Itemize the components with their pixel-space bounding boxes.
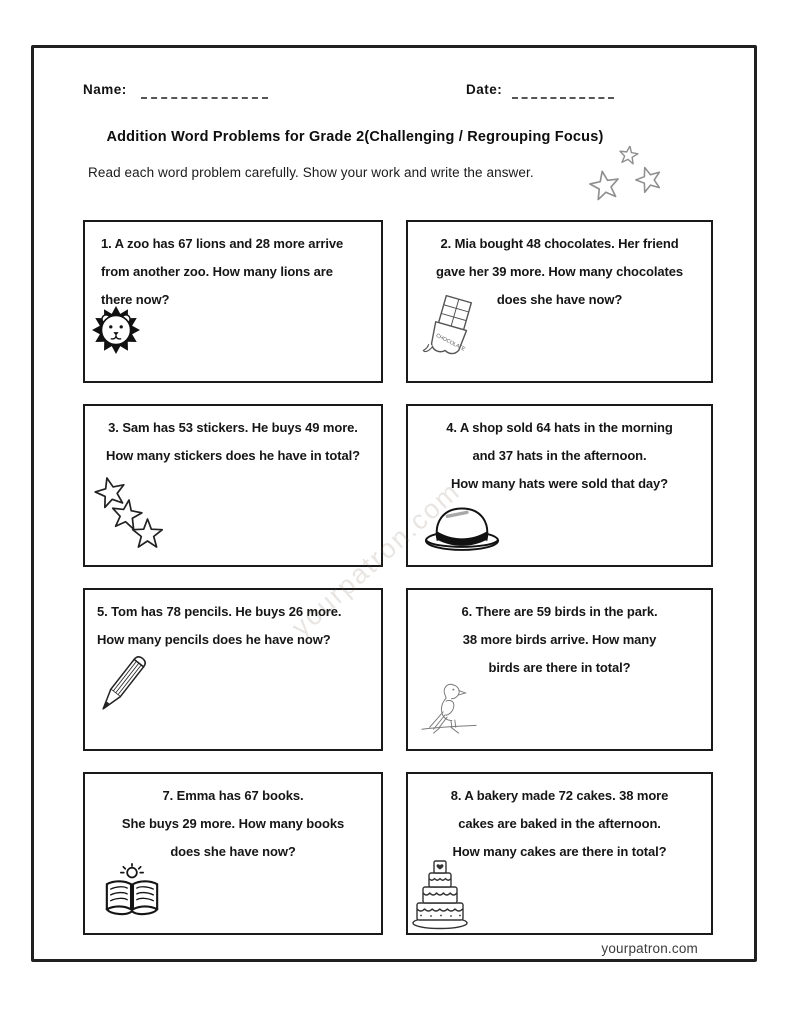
problem-line: How many cakes are there in total? (452, 844, 667, 859)
date-line (512, 84, 614, 99)
problem-box-6 (406, 588, 713, 751)
problem-line: cakes are baked in the afternoon. (458, 816, 661, 831)
problem-line: from another zoo. How many lions are (101, 264, 333, 279)
problem-line: 5. Tom has 78 pencils. He buys 26 more. (97, 604, 342, 619)
problem-line: 2. Mia bought 48 chocolates. Her friend (440, 236, 679, 251)
problem-line: there now? (101, 292, 170, 307)
name-label: Name: (83, 82, 127, 97)
cake-icon (410, 853, 470, 931)
worksheet-frame (31, 45, 757, 962)
header-fields (83, 81, 714, 103)
problem-line: 38 more birds arrive. How many (462, 632, 657, 647)
lion-icon (91, 305, 141, 355)
problem-line: does she have now? (496, 292, 623, 307)
problem-text (89, 414, 377, 470)
bird-icon (415, 677, 483, 737)
problem-box-2 (406, 220, 713, 383)
problem-line: 6. There are 59 birds in the park. (461, 604, 658, 619)
problem-line: 8. A bakery made 72 cakes. 38 more (450, 788, 669, 803)
problem-box-3 (83, 404, 383, 567)
problem-line: 3. Sam has 53 stickers. He buys 49 more. (108, 420, 358, 435)
hat-icon (423, 501, 501, 553)
date-field (466, 81, 614, 99)
name-line (141, 84, 268, 99)
instructions-text: Read each word problem carefully. Show your work and write the answer. (88, 165, 534, 180)
problem-box-4 (406, 404, 713, 567)
open-book-icon (98, 861, 166, 921)
problem-line: 7. Emma has 67 books. (162, 788, 304, 803)
problem-box-1 (83, 220, 383, 383)
problem-line: How many hats were sold that day? (450, 476, 669, 491)
problem-text (412, 414, 707, 498)
problem-line: gave her 39 more. How many chocolates (435, 264, 683, 279)
watermark-text: yourpatron.com (285, 475, 466, 643)
stars-decoration-icon (587, 146, 675, 214)
problem-line: does she have now? (170, 844, 296, 859)
problem-box-7 (83, 772, 383, 935)
problem-text (412, 598, 707, 682)
problem-text (97, 598, 377, 654)
page-title: Addition Word Problems for Grade 2(Challenging / Regrouping Focus) (106, 129, 604, 145)
footer-site-text: yourpatron.com (601, 941, 698, 956)
problem-line: How many stickers does he have in total? (106, 448, 360, 463)
problem-line: and 37 hats in the afternoon. (472, 448, 647, 463)
problems-grid (83, 220, 713, 935)
chocolate-label: CHOCOLATE (434, 332, 466, 353)
problem-box-5 (83, 588, 383, 751)
problem-line: birds are there in total? (488, 660, 631, 675)
pencil-icon (93, 649, 149, 723)
problem-line: How many pencils does he have now? (97, 632, 331, 647)
problem-line: 4. A shop sold 64 hats in the morning (446, 420, 673, 435)
problem-text (89, 782, 377, 866)
stars-icon (90, 477, 170, 553)
date-label: Date: (466, 82, 503, 97)
chocolate-bar-icon (420, 295, 480, 365)
problem-line: 1. A zoo has 67 lions and 28 more arrive (101, 236, 344, 251)
problem-text (101, 230, 377, 314)
problem-line: She buys 29 more. How many books (121, 816, 345, 831)
problem-box-8 (406, 772, 713, 935)
